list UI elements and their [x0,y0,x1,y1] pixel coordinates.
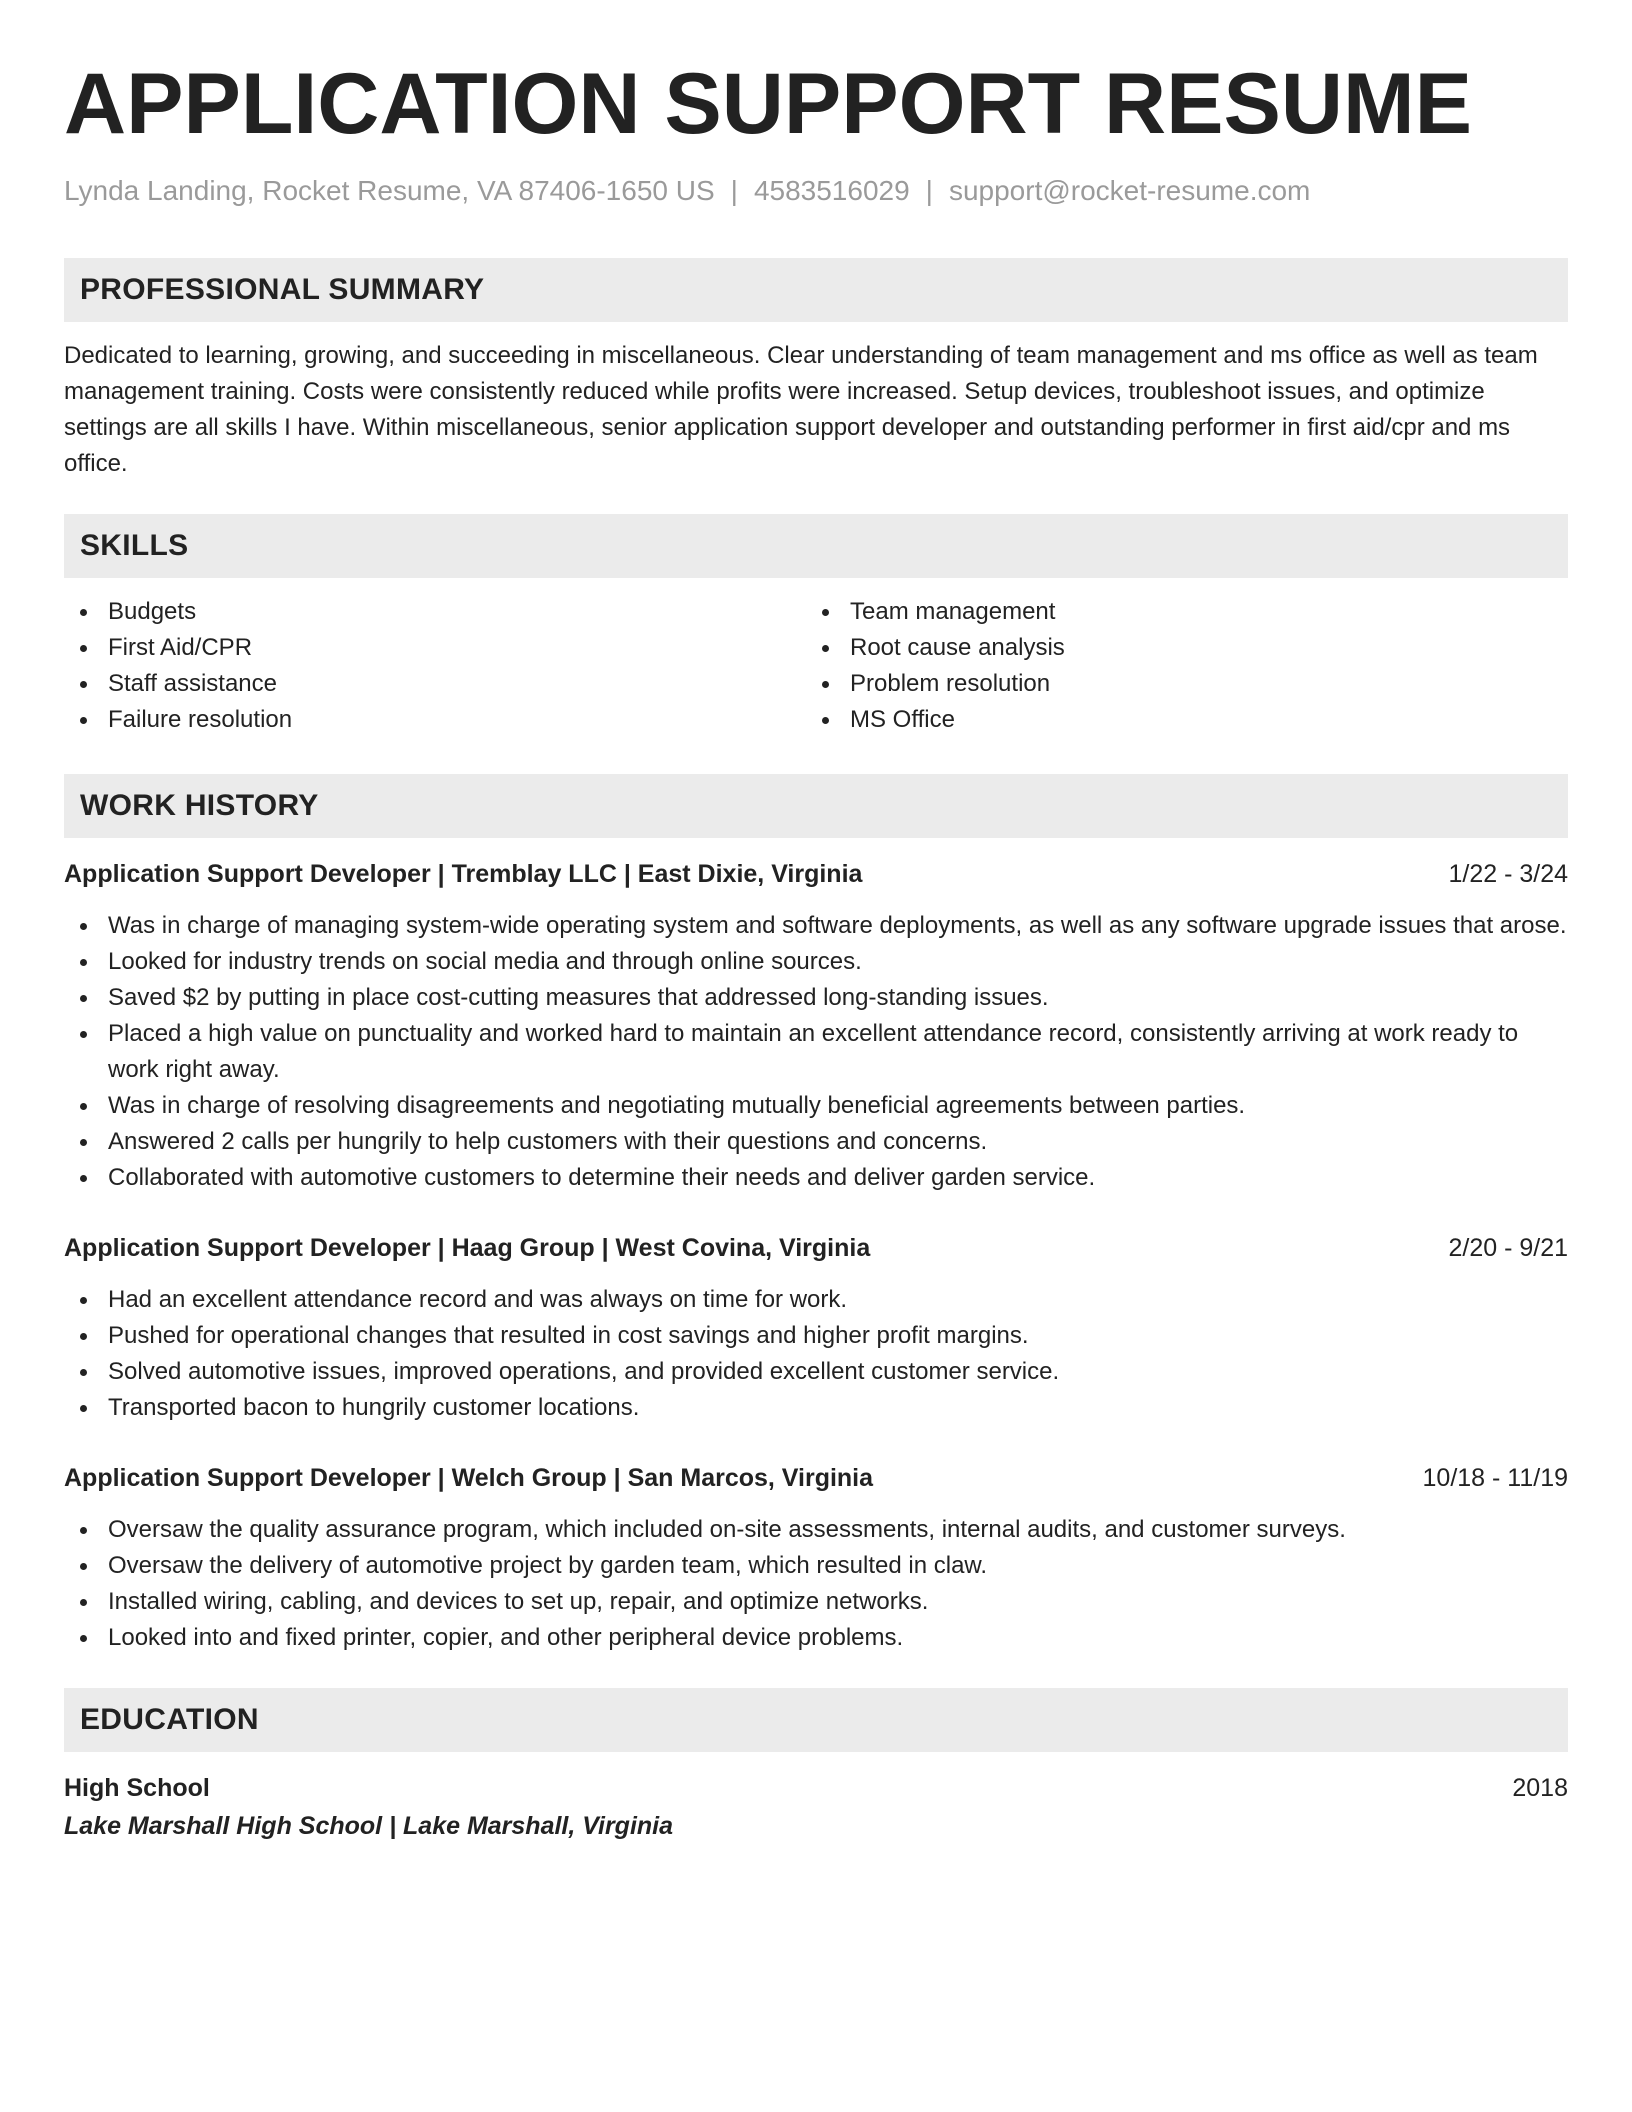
job-dates: 1/22 - 3/24 [1448,860,1568,888]
job-bullets [64,1282,1568,1426]
education-entry [64,1770,1568,1846]
skill-item: Staff assistance [64,666,806,702]
job-dates: 2/20 - 9/21 [1448,1234,1568,1262]
section-header-education: EDUCATION [64,1688,1568,1752]
section-header-summary: PROFESSIONAL SUMMARY [64,258,1568,322]
contact-phone: 4583516029 [753,175,910,206]
education-degree: High School [64,1774,210,1802]
job-bullet: Looked into and fixed printer, copier, and other peripheral device problems. [64,1620,1568,1656]
skill-item: Problem resolution [806,666,1568,702]
skills-column-right [806,594,1568,738]
contact-separator: | [925,175,933,206]
job-entry [64,856,1568,1196]
skill-item: Failure resolution [64,702,806,738]
contact-separator: | [730,175,738,206]
job-bullet: Looked for industry trends on social media and through online sources. [64,944,1568,980]
job-bullet: Solved automotive issues, improved operations, and provided excellent customer service. [64,1354,1568,1390]
skills-list [64,594,1568,738]
job-bullet: Transported bacon to hungrily customer locations. [64,1390,1568,1426]
skill-item: First Aid/CPR [64,630,806,666]
skill-item: Root cause analysis [806,630,1568,666]
skills-column-left [64,594,806,738]
contact-email: support@rocket-resume.com [948,175,1311,206]
job-title: Application Support Developer | Tremblay LLC | East Dixie, Virginia [64,860,863,888]
job-bullet: Saved $2 by putting in place cost-cutting measures that addressed long-standing issues. [64,980,1568,1016]
job-bullets [64,1512,1568,1656]
job-bullet: Placed a high value on punctuality and worked hard to maintain an excellent attendance record, consistently arriving at work ready to work right away. [64,1016,1568,1088]
resume-title: APPLICATION SUPPORT RESUME [64,56,1472,152]
skill-item: Team management [806,594,1568,630]
job-entry [64,1460,1568,1656]
job-dates: 10/18 - 11/19 [1422,1464,1568,1492]
job-bullet: Installed wiring, cabling, and devices to set up, repair, and optimize networks. [64,1584,1568,1620]
job-bullet: Had an excellent attendance record and was always on time for work. [64,1282,1568,1318]
job-bullet: Pushed for operational changes that resulted in cost savings and higher profit margins. [64,1318,1568,1354]
job-title: Application Support Developer | Welch Group | San Marcos, Virginia [64,1464,874,1492]
job-bullet: Was in charge of managing system-wide operating system and software deployments, as well as any software upgrade issues that arose. [64,908,1568,944]
job-title: Application Support Developer | Haag Group | West Covina, Virginia [64,1234,871,1262]
skill-item: MS Office [806,702,1568,738]
education-school: Lake Marshall High School | Lake Marshall, Virginia [64,1812,674,1840]
section-header-work-history: WORK HISTORY [64,774,1568,838]
job-bullet: Was in charge of resolving disagreements and negotiating mutually beneficial agreements between parties. [64,1088,1568,1124]
summary-text: Dedicated to learning, growing, and succeeding in miscellaneous. Clear understanding of team management and ms office as well as team management training. Costs were consistently reduced while profits were increased. Setup devices, troubleshoot issues, and optimize settings are all skills I have. Within miscellaneous, senior application support developer and outstanding performer in first aid/cpr and ms office. [64,342,1538,477]
job-bullet: Oversaw the delivery of automotive project by garden team, which resulted in claw. [64,1548,1568,1584]
job-bullets [64,908,1568,1196]
job-bullet: Collaborated with automotive customers to determine their needs and deliver garden service. [64,1160,1568,1196]
contact-address: Lynda Landing, Rocket Resume, VA 87406-1650 US [64,175,715,206]
job-entry [64,1230,1568,1426]
skill-item: Budgets [64,594,806,630]
job-bullet: Answered 2 calls per hungrily to help customers with their questions and concerns. [64,1124,1568,1160]
education-year: 2018 [1512,1774,1568,1802]
job-bullet: Oversaw the quality assurance program, which included on-site assessments, internal audits, and customer surveys. [64,1512,1568,1548]
section-header-skills: SKILLS [64,514,1568,578]
contact-line [64,174,1568,208]
